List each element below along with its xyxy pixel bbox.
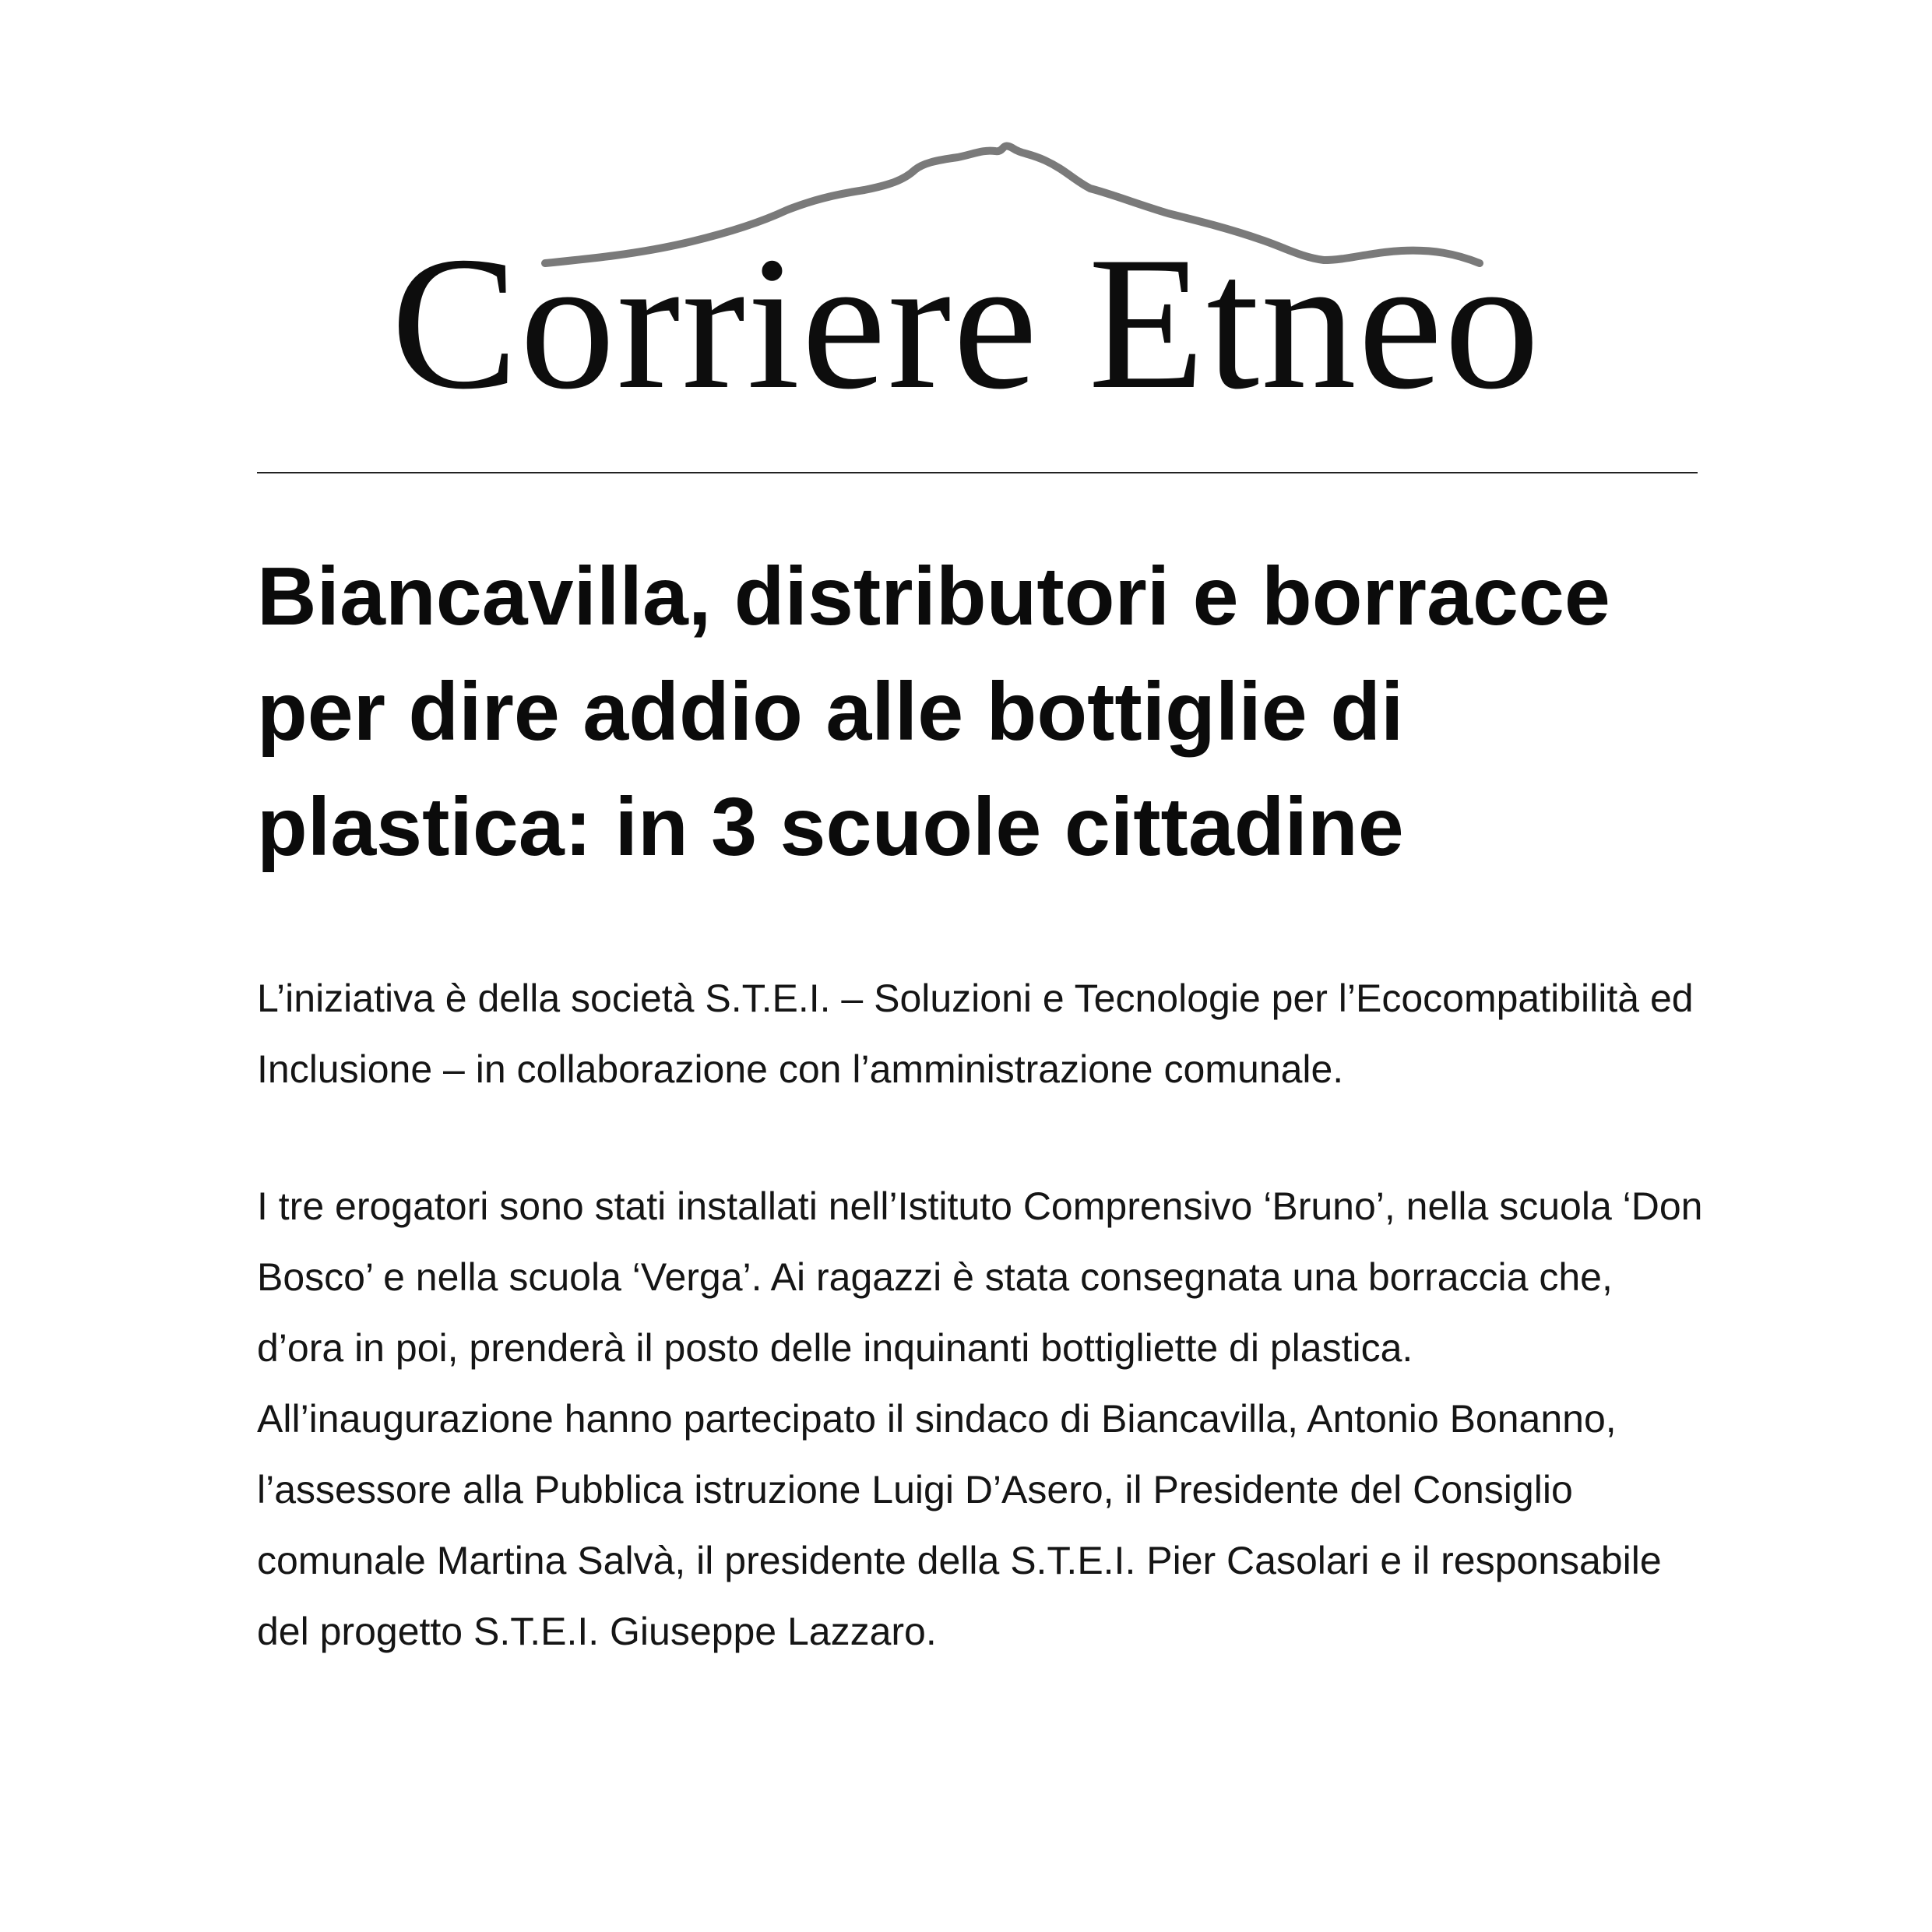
article-paragraph: L’iniziativa è della società S.T.E.I. – Soluzioni e Tecnologie per l’Ecocompatibilità ed Inclusione – in collaborazione con l’amministrazione comunale. [257, 977, 1694, 1091]
article-paragraph: All’inaugurazione hanno partecipato il sindaco di Biancavilla, Antonio Bonanno, l’assessore alla Pubblica istruzione Luigi D’Asero, il Presidente del Consiglio comunale Martina Salvà, il presidente della S.T.E.I. Pier Casolari e il responsabile del progetto S.T.E.I. Giuseppe Lazzaro. [257, 1397, 1662, 1653]
brand-logo-text: Corriere Etneo [391, 217, 1541, 428]
article-headline: Biancavilla, distributori e borracce per dire addio alle bottiglie di plastica: in 3 scuole cittadine [257, 551, 1610, 873]
article-paragraph: I tre erogatori sono stati installati nell’Istituto Comprensivo ‘Bruno’, nella scuola ‘Don Bosco’ e nella scuola ‘Verga’. Ai ragazzi è stata consegnata una borraccia che, d’ora in poi, prenderà il posto delle inquinanti bottigliette di plastica. [257, 1184, 1703, 1370]
article-body [257, 963, 1705, 1667]
header-divider [257, 472, 1698, 473]
masthead [0, 0, 1932, 428]
